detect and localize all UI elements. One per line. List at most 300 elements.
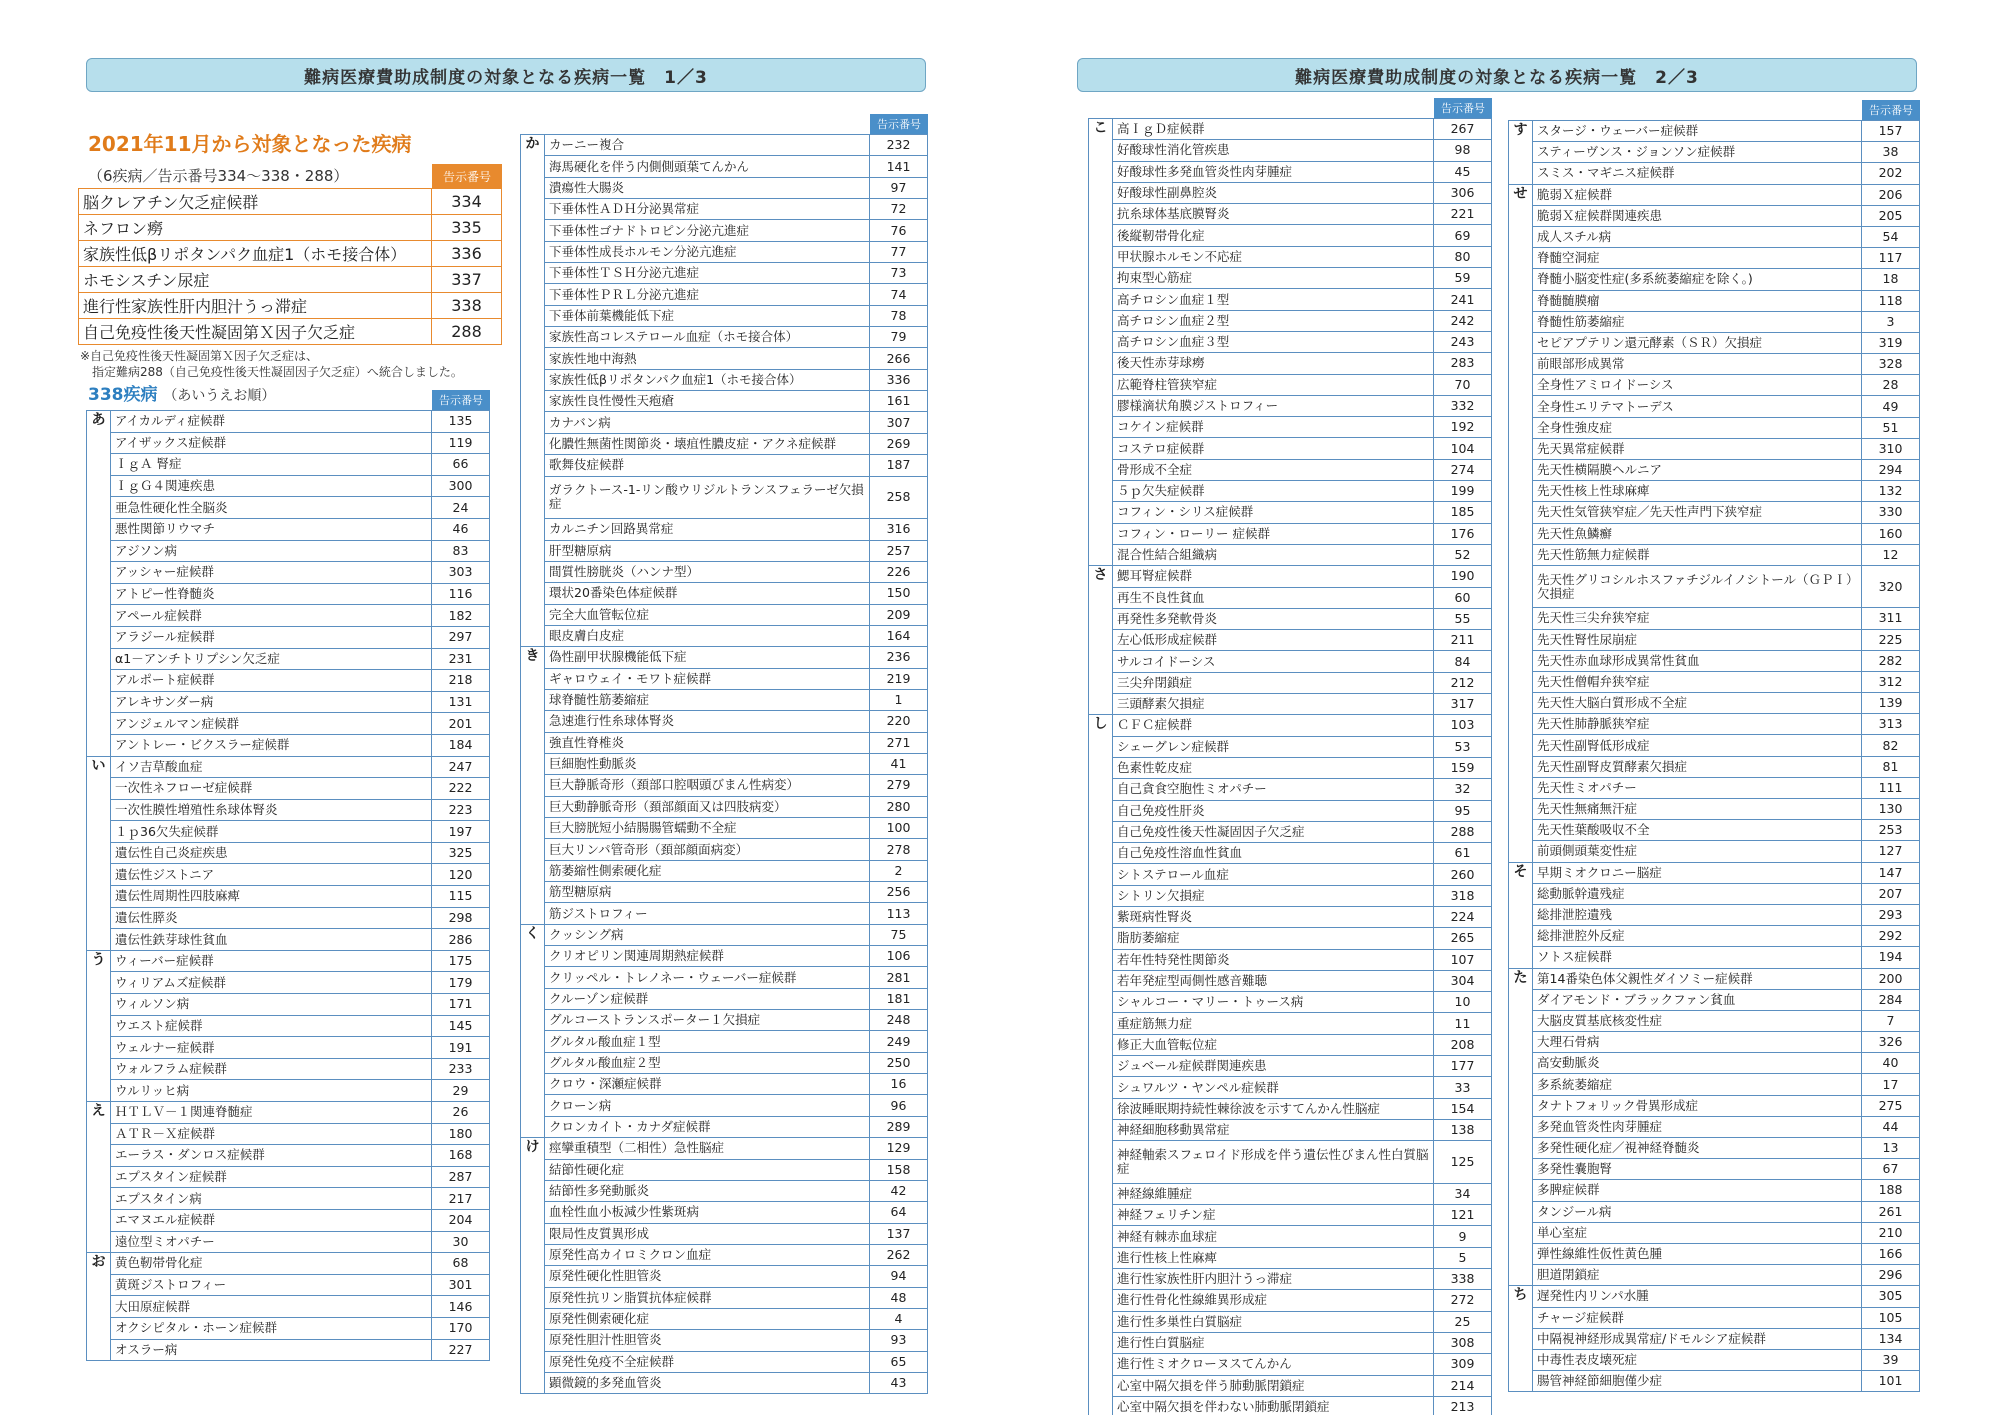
table-row [87, 540, 490, 562]
disease-name: 遺伝性膵炎 [111, 907, 432, 929]
notice-number: 11 [1434, 1013, 1492, 1034]
notice-number: 68 [432, 1253, 490, 1275]
disease-name: 化膿性無菌性関節炎・壊疽性膿皮症・アクネ症候群 [545, 433, 870, 454]
num-header: 告示番号 [1862, 100, 1920, 120]
table-row [521, 1116, 928, 1137]
disease-name: 左心低形成症候群 [1113, 630, 1434, 651]
notice-number: 304 [1434, 970, 1492, 991]
notice-number: 78 [870, 305, 928, 326]
table-row [1089, 1205, 1492, 1226]
notice-number: 337 [432, 267, 502, 293]
notice-number: 206 [1862, 184, 1920, 205]
notice-number: 158 [870, 1159, 928, 1180]
disease-name: 遺伝性自己炎症疾患 [111, 842, 432, 864]
disease-name: 先天性腎性尿崩症 [1533, 629, 1862, 650]
disease-name: 家族性低βリポタンパク血症1（ホモ接合体） [79, 241, 432, 267]
table-row [1089, 587, 1492, 608]
table-row [521, 818, 928, 839]
table-row [1509, 735, 1920, 756]
table-row [1089, 1332, 1492, 1353]
new-disease-row [79, 215, 502, 241]
notice-number: 318 [1434, 885, 1492, 906]
disease-name: 高チロシン血症２型 [1113, 310, 1434, 331]
page1-title-banner: 難病医療費助成制度の対象となる疾病一覧 1／3 [86, 58, 926, 92]
table-row [1089, 544, 1492, 565]
disease-name: 早期ミオクロニー脳症 [1533, 862, 1862, 883]
notice-number: 185 [1434, 502, 1492, 523]
num-header: 告示番号 [1434, 98, 1492, 118]
notice-number: 49 [1862, 396, 1920, 417]
notice-number: 69 [1434, 225, 1492, 246]
table-row [87, 1058, 490, 1080]
disease-name: 単心室症 [1533, 1222, 1862, 1243]
notice-number: 204 [432, 1209, 490, 1231]
disease-name: 再生不良性貧血 [1113, 587, 1434, 608]
disease-name: 遺伝性鉄芽球性貧血 [111, 929, 432, 951]
notice-number: 301 [432, 1274, 490, 1296]
notice-number: 48 [870, 1287, 928, 1308]
disease-name: 自己免疫性肝炎 [1113, 800, 1434, 821]
notice-number: 74 [870, 284, 928, 305]
notice-number: 12 [1862, 544, 1920, 565]
table-row [1089, 1354, 1492, 1375]
disease-name: グルタル酸血症２型 [545, 1052, 870, 1073]
disease-name: ガラクトース-1-リン酸ウリジルトランスフェラーゼ欠損症 [545, 476, 870, 519]
table-row [1509, 947, 1920, 968]
disease-name: グルコーストランスポーター１欠損症 [545, 1010, 870, 1031]
notice-number: 145 [432, 1015, 490, 1037]
table-row [1089, 225, 1492, 246]
disease-name: 神経線維腫症 [1113, 1183, 1434, 1204]
table-row [1509, 989, 1920, 1010]
table-row [1509, 205, 1920, 226]
disease-name: 前頭側頭葉変性症 [1533, 841, 1862, 862]
notice-number: 59 [1434, 268, 1492, 289]
table-row [1509, 438, 1920, 459]
table-row [521, 711, 928, 732]
table-row [521, 519, 928, 540]
table-row [1089, 885, 1492, 906]
notice-number: 266 [870, 348, 928, 369]
kana-section-label: こ [1089, 119, 1113, 566]
table-row [1509, 417, 1920, 438]
disease-name: 脆弱Ｘ症候群関連疾患 [1533, 205, 1862, 226]
disease-name: アジソン病 [111, 540, 432, 562]
table-row [521, 1095, 928, 1116]
notice-number: 157 [1862, 121, 1920, 142]
table-row [1509, 756, 1920, 777]
table-row [1089, 1226, 1492, 1247]
table-row [1089, 204, 1492, 225]
disease-name: 自己免疫性後天性凝固第Ｘ因子欠乏症 [79, 319, 432, 345]
notice-number: 103 [1434, 715, 1492, 736]
disease-name: 巨大膀胱短小結腸腸管蠕動不全症 [545, 818, 870, 839]
table-row [1509, 1138, 1920, 1159]
table-row [521, 1202, 928, 1223]
notice-number: 296 [1862, 1265, 1920, 1286]
disease-name: 強直性脊椎炎 [545, 732, 870, 753]
disease-name: ウェルナー症候群 [111, 1037, 432, 1059]
disease-name: ＡＴＲ－Ｘ症候群 [111, 1123, 432, 1145]
disease-name: 成人スチル病 [1533, 226, 1862, 247]
notice-number: 45 [1434, 161, 1492, 182]
notice-number: 188 [1862, 1180, 1920, 1201]
notice-number: 84 [1434, 651, 1492, 672]
notice-number: 28 [1862, 375, 1920, 396]
notice-number: 209 [870, 604, 928, 625]
disease-name: オクシピタル・ホーン症候群 [111, 1317, 432, 1339]
disease-name: グルタル酸血症１型 [545, 1031, 870, 1052]
table-row [1089, 140, 1492, 161]
notice-number: 202 [1862, 163, 1920, 184]
table-row [1509, 375, 1920, 396]
table-row [87, 691, 490, 713]
notice-number: 218 [432, 670, 490, 692]
table-row [1089, 864, 1492, 885]
new-diseases-table [78, 188, 502, 345]
notice-number: 220 [870, 711, 928, 732]
table-row [521, 604, 928, 625]
table-row [87, 1015, 490, 1037]
disease-name: 全身性強皮症 [1533, 417, 1862, 438]
disease-name: シトステロール血症 [1113, 864, 1434, 885]
disease-name: クルーゾン症候群 [545, 988, 870, 1009]
notice-number: 131 [432, 691, 490, 713]
notice-number: 98 [1434, 140, 1492, 161]
notice-number: 137 [870, 1223, 928, 1244]
table-row [521, 1372, 928, 1393]
disease-name: ソトス症候群 [1533, 947, 1862, 968]
disease-name: 家族性低βリポタンパク血症1（ホモ接合体） [545, 369, 870, 390]
table-row [1089, 566, 1492, 587]
disease-name: 痙攣重積型（二相性）急性脳症 [545, 1138, 870, 1159]
table-row [521, 839, 928, 860]
notice-number: 39 [1862, 1349, 1920, 1370]
table-row [521, 753, 928, 774]
notice-number: 79 [870, 327, 928, 348]
notice-number: 205 [1862, 205, 1920, 226]
table-row [1089, 1013, 1492, 1034]
table-row [521, 305, 928, 326]
notice-number: 201 [432, 713, 490, 735]
disease-name: クリッペル・トレノネー・ウェーバー症候群 [545, 967, 870, 988]
disease-name: 原発性胆汁性胆管炎 [545, 1330, 870, 1351]
table-row [1509, 311, 1920, 332]
table-row [1509, 799, 1920, 820]
notice-number: 316 [870, 519, 928, 540]
notice-number: 283 [1434, 353, 1492, 374]
disease-name: 脊髄性筋萎縮症 [1533, 311, 1862, 332]
kana-section-label: け [521, 1138, 545, 1394]
table-row [87, 1296, 490, 1318]
notice-number: 61 [1434, 843, 1492, 864]
disease-name: 脆弱Ｘ症候群 [1533, 184, 1862, 205]
notice-number: 51 [1862, 417, 1920, 438]
disease-name: 遺伝性周期性四肢麻痺 [111, 886, 432, 908]
table-row [521, 689, 928, 710]
disease-name: ウィーバー症候群 [111, 950, 432, 972]
disease-name: 神経有棘赤血球症 [1113, 1226, 1434, 1247]
table-row [521, 1287, 928, 1308]
notice-number: 121 [1434, 1205, 1492, 1226]
table-row [87, 713, 490, 735]
notice-number: 138 [1434, 1119, 1492, 1140]
table-row [1509, 354, 1920, 375]
notice-number: 232 [870, 135, 928, 156]
disease-name: アラジール症候群 [111, 626, 432, 648]
disease-name: 多脾症候群 [1533, 1180, 1862, 1201]
notice-number: 168 [432, 1145, 490, 1167]
disease-name: 重症筋無力症 [1113, 1013, 1434, 1034]
new-disease-row [79, 267, 502, 293]
table-row [87, 756, 490, 778]
disease-name: 下垂体前葉機能低下症 [545, 305, 870, 326]
notice-number: 319 [1862, 332, 1920, 353]
disease-name: 巨細胞性動脈炎 [545, 753, 870, 774]
disease-name: コフィン・シリス症候群 [1113, 502, 1434, 523]
disease-name: ウィリアムズ症候群 [111, 972, 432, 994]
notice-number: 159 [1434, 757, 1492, 778]
table-row [1089, 417, 1492, 438]
notice-number: 231 [432, 648, 490, 670]
disease-name: 自己免疫性後天性凝固因子欠乏症 [1113, 821, 1434, 842]
table-row [521, 946, 928, 967]
notice-number: 338 [432, 293, 502, 319]
notice-number: 180 [432, 1123, 490, 1145]
notice-number: 43 [870, 1372, 928, 1393]
disease-name: ウルリッヒ病 [111, 1080, 432, 1102]
table-row [1089, 949, 1492, 970]
table-row [1089, 970, 1492, 991]
table-row [87, 950, 490, 972]
notice-number: 335 [432, 215, 502, 241]
notice-number: 194 [1862, 947, 1920, 968]
notice-number: 223 [432, 799, 490, 821]
notice-number: 182 [432, 605, 490, 627]
disease-name: 原発性高カイロミクロン血症 [545, 1244, 870, 1265]
disease-name: ＩｇＡ 腎症 [111, 454, 432, 476]
table-row [521, 882, 928, 903]
table-row [521, 1244, 928, 1265]
notice-number: 18 [1862, 269, 1920, 290]
table-row [87, 799, 490, 821]
kana-section-label: く [521, 924, 545, 1137]
table-row [1509, 629, 1920, 650]
table-row [1509, 693, 1920, 714]
table-row [87, 886, 490, 908]
table-row [87, 1231, 490, 1253]
disease-name: タナトフォリック骨異形成症 [1533, 1095, 1862, 1116]
notice-number: 60 [1434, 587, 1492, 608]
disease-name: 進行性家族性肝内胆汁うっ滞症 [79, 293, 432, 319]
table-row [87, 626, 490, 648]
notice-number: 80 [1434, 246, 1492, 267]
notice-number: 30 [432, 1231, 490, 1253]
table-row [521, 1074, 928, 1095]
table-row [521, 1351, 928, 1372]
kana-section-label: あ [87, 411, 111, 757]
disease-name: 先天性葉酸吸収不全 [1533, 820, 1862, 841]
kana-section-label: た [1509, 968, 1533, 1286]
notice-number: 199 [1434, 481, 1492, 502]
notice-number: 16 [870, 1074, 928, 1095]
notice-number: 100 [870, 818, 928, 839]
disease-name: 大理石骨病 [1533, 1032, 1862, 1053]
table-row [1509, 332, 1920, 353]
notice-number: 249 [870, 1031, 928, 1052]
disease-name: ＩｇＧ４関連疾患 [111, 475, 432, 497]
table-row [1089, 502, 1492, 523]
table-row [1089, 1247, 1492, 1268]
notice-number: 250 [870, 1052, 928, 1073]
disease-name: 潰瘍性大腸炎 [545, 177, 870, 198]
table-row [1089, 1056, 1492, 1077]
kana-section-label: し [1089, 715, 1113, 1415]
disease-name: 多系統萎縮症 [1533, 1074, 1862, 1095]
disease-name: 全身性アミロイドーシス [1533, 375, 1862, 396]
disease-name: 先天性赤血球形成異常性貧血 [1533, 650, 1862, 671]
disease-name: 心室中隔欠損を伴う肺動脈閉鎖症 [1113, 1375, 1434, 1396]
notice-number: 328 [1862, 354, 1920, 375]
disease-name: 筋萎縮性側索硬化症 [545, 860, 870, 881]
table-row [1509, 1328, 1920, 1349]
notice-number: 243 [1434, 331, 1492, 352]
notice-number: 139 [1862, 693, 1920, 714]
notice-number: 227 [432, 1339, 490, 1361]
table-row [521, 1052, 928, 1073]
kana-section-label: え [87, 1102, 111, 1253]
disease-name: 鰓耳腎症候群 [1113, 566, 1434, 587]
disease-name: 筋型糖原病 [545, 882, 870, 903]
notice-number: 72 [870, 199, 928, 220]
table-row [1509, 1159, 1920, 1180]
notice-number: 303 [432, 562, 490, 584]
table-row [87, 648, 490, 670]
disease-name: 高チロシン血症１型 [1113, 289, 1434, 310]
table-row [87, 583, 490, 605]
disease-name: 全身性エリテマトーデス [1533, 396, 1862, 417]
table-row [87, 821, 490, 843]
table-row [1509, 1307, 1920, 1328]
disease-name: 顕微鏡的多発血管炎 [545, 1372, 870, 1393]
notice-number: 176 [1434, 523, 1492, 544]
notice-number: 191 [432, 1037, 490, 1059]
notice-number: 146 [432, 1296, 490, 1318]
disease-name: 先天性副腎低形成症 [1533, 735, 1862, 756]
kana-section-label: す [1509, 121, 1533, 185]
disease-name: ＨＴＬＶ－１関連脊髄症 [111, 1102, 432, 1124]
notice-number: 26 [432, 1102, 490, 1124]
disease-name: 再発性多発軟骨炎 [1113, 608, 1434, 629]
table-row [87, 562, 490, 584]
table-row [1509, 650, 1920, 671]
disease-name: セピアプテリン還元酵素（ＳＲ）欠損症 [1533, 332, 1862, 353]
disease-name: 好酸球性多発血管炎性肉芽腫症 [1113, 161, 1434, 182]
table-row [521, 796, 928, 817]
table-row [521, 860, 928, 881]
notice-number: 166 [1862, 1243, 1920, 1264]
disease-name: コケイン症候群 [1113, 417, 1434, 438]
table-row [521, 903, 928, 924]
table-row [1089, 694, 1492, 715]
table-row [87, 994, 490, 1016]
disease-name: アイカルディ症候群 [111, 411, 432, 433]
disease-name: イソ吉草酸血症 [111, 756, 432, 778]
table-row [87, 929, 490, 951]
disease-name: 完全大血管転位症 [545, 604, 870, 625]
disease-name: シャルコー・マリー・トゥース病 [1113, 992, 1434, 1013]
disease-name: シュワルツ・ヤンペル症候群 [1113, 1077, 1434, 1098]
notice-number: 147 [1862, 862, 1920, 883]
table-row [1509, 121, 1920, 142]
table-row [87, 1080, 490, 1102]
disease-name: 進行性多巣性白質脳症 [1113, 1311, 1434, 1332]
disease-name: 若年発症型両側性感音難聴 [1113, 970, 1434, 991]
disease-name: エプスタイン症候群 [111, 1166, 432, 1188]
disease-name: 神経フェリチン症 [1113, 1205, 1434, 1226]
table-row [521, 391, 928, 412]
table-row [1509, 820, 1920, 841]
notice-number: 313 [1862, 714, 1920, 735]
table-row [1509, 671, 1920, 692]
table-row [87, 1037, 490, 1059]
table-row [87, 1102, 490, 1124]
disease-name: ５ｐ欠失症候群 [1113, 481, 1434, 502]
notice-number: 132 [1862, 481, 1920, 502]
notice-number: 214 [1434, 1375, 1492, 1396]
disease-list-order: （あいうえお順） [163, 388, 276, 404]
table-row [1089, 843, 1492, 864]
table-row [521, 583, 928, 604]
notice-number: 10 [1434, 992, 1492, 1013]
table-row [87, 864, 490, 886]
kana-section-label: さ [1089, 566, 1113, 715]
table-row [1089, 161, 1492, 182]
disease-name: ウィルソン病 [111, 994, 432, 1016]
table-row [521, 1223, 928, 1244]
notice-number: 4 [870, 1308, 928, 1329]
table-row [1509, 290, 1920, 311]
notice-number: 282 [1862, 650, 1920, 671]
notice-number: 274 [1434, 459, 1492, 480]
disease-name: １ｐ36欠失症候群 [111, 821, 432, 843]
disease-name: 結節性多発動脈炎 [545, 1180, 870, 1201]
table-row [1509, 841, 1920, 862]
table-row [1089, 1034, 1492, 1055]
disease-name: ＣＦＣ症候群 [1113, 715, 1434, 736]
disease-name: 胆道閉鎖症 [1533, 1265, 1862, 1286]
table-row [1509, 904, 1920, 925]
notice-number: 280 [870, 796, 928, 817]
notice-number: 9 [1434, 1226, 1492, 1247]
disease-name: 総動脈幹遺残症 [1533, 883, 1862, 904]
table-row [1089, 353, 1492, 374]
disease-name: シトリン欠損症 [1113, 885, 1434, 906]
notice-number: 13 [1862, 1138, 1920, 1159]
notice-number: 221 [1434, 204, 1492, 225]
disease-name: シェーグレン症候群 [1113, 736, 1434, 757]
table-row [521, 348, 928, 369]
table-row [87, 842, 490, 864]
disease-name: 遠位型ミオパチー [111, 1231, 432, 1253]
notice-number: 197 [432, 821, 490, 843]
disease-name: 拘束型心筋症 [1113, 268, 1434, 289]
notice-number: 75 [870, 924, 928, 945]
disease-name: 脊髄空洞症 [1533, 248, 1862, 269]
notice-number: 82 [1862, 735, 1920, 756]
notice-number: 150 [870, 583, 928, 604]
disease-name: ギャロウェイ・モワト症候群 [545, 668, 870, 689]
